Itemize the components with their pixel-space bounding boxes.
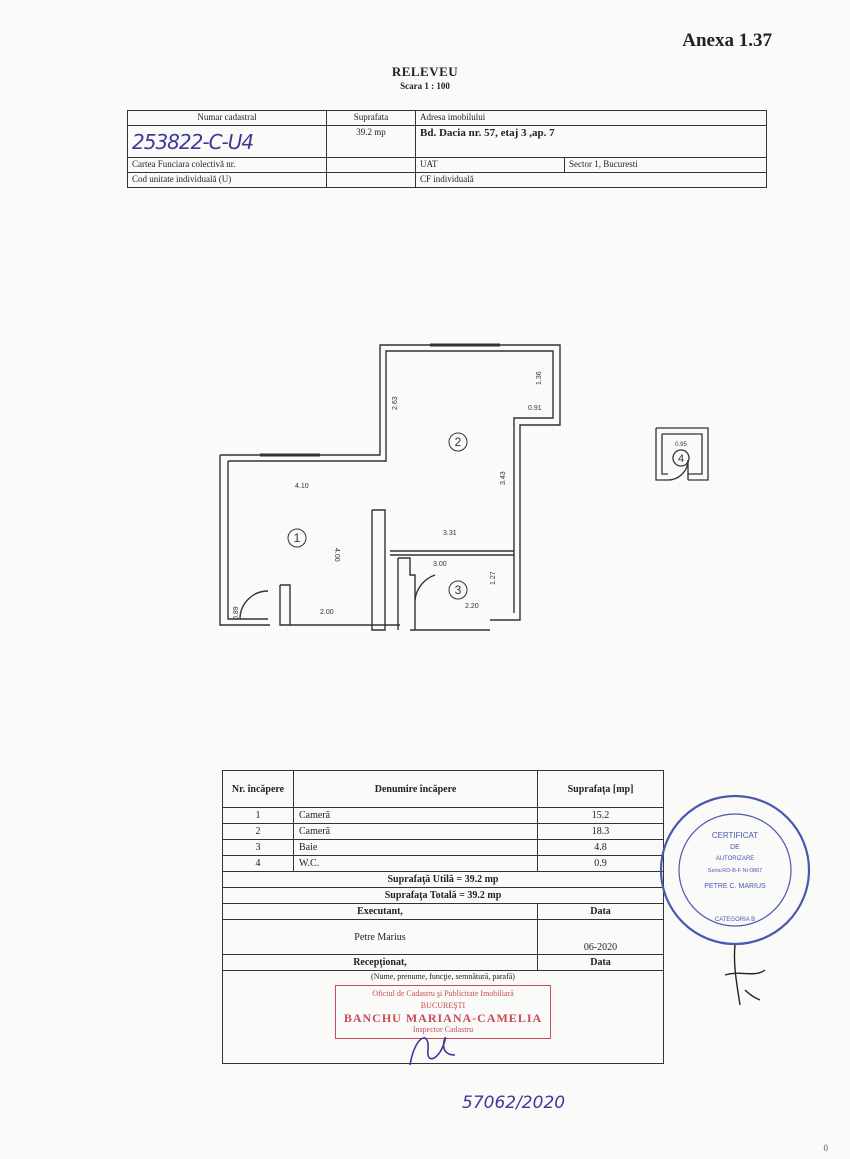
- annex-label: Anexa 1.37: [682, 30, 772, 51]
- executant-label: Executant,: [223, 904, 538, 920]
- surface-value: 39.2 mp: [327, 126, 416, 158]
- row-surface: 18.3: [538, 824, 664, 840]
- inspector-signature: [400, 1025, 460, 1075]
- room-4-number: 4: [677, 453, 685, 465]
- stamp-line: Oficiul de Cadastru şi Publicitate Imobiliară: [372, 989, 514, 998]
- carte-funciara-label: Cartea Funciara colectivă nr.: [128, 158, 327, 173]
- row-nr: 2: [223, 824, 294, 840]
- seal-text: CERTIFICAT: [711, 831, 759, 840]
- room-4-plan: [648, 420, 718, 500]
- scale-label: Scara 1 : 100: [400, 81, 450, 91]
- dim-2-00: 2.00: [320, 609, 334, 616]
- dim-0-95: 0.95: [675, 442, 687, 448]
- stamp-role: Inspector Cadastru: [412, 1025, 474, 1034]
- col-surface-header: Suprafaţa [mp]: [538, 771, 664, 808]
- seal-text: Seria:RO-B-F Nr:0867: [707, 868, 763, 874]
- dim-1-27: 1.27: [490, 571, 497, 585]
- address-value: Bd. Dacia nr. 57, etaj 3 ,ap. 7: [416, 126, 767, 158]
- table-row: [223, 856, 664, 872]
- dim-2-20: 2.20: [465, 603, 479, 610]
- room-2-number: 2: [454, 435, 462, 449]
- stamp-line: BUCUREŞTI: [420, 1001, 466, 1010]
- corner-mark: 0: [823, 1143, 828, 1153]
- cadastral-handwritten: 253822-C-U4: [132, 130, 254, 154]
- dim-3-00: 3.00: [433, 561, 447, 568]
- dim-3-31: 3.31: [443, 530, 457, 537]
- executant-date: 06-2020: [538, 920, 664, 955]
- seal-text: AUTORIZARE: [715, 856, 755, 862]
- row-name: Cameră: [294, 808, 538, 824]
- room-3-number: 3: [454, 583, 462, 597]
- dim-0-91: 0.91: [528, 405, 542, 412]
- cod-unitate-label: Cod unitate individuală (U): [128, 173, 327, 188]
- empty-cell: [327, 158, 416, 173]
- dim-3-43: 3.43: [500, 471, 507, 485]
- receptionat-note: (Nume, prenume, funcţie, semnătură, parafă): [371, 972, 515, 981]
- seal-text: CATEGORIA B: [714, 917, 756, 923]
- useful-surface: Suprafaţă Utilă = 39.2 mp: [223, 872, 664, 888]
- row-nr: 3: [223, 840, 294, 856]
- total-surface: Suprafaţa Totală = 39.2 mp: [223, 888, 664, 904]
- dim-1-36: 1.36: [536, 371, 543, 385]
- dim-0-89: 0.89: [233, 606, 240, 620]
- empty-cell: [327, 173, 416, 188]
- handwritten-registration-number: 57062/2020: [462, 1093, 566, 1113]
- stamp-name: BANCHU MARIANA-CAMELIA: [343, 1011, 543, 1025]
- room-1-number: 1: [293, 531, 301, 545]
- receptionat-date-label: Data: [538, 955, 664, 971]
- engineer-signature: [715, 940, 775, 1010]
- row-surface: 15.2: [538, 808, 664, 824]
- seal-text: DE: [730, 844, 740, 851]
- dim-2-63: 2.63: [392, 396, 399, 410]
- row-nr: 1: [223, 808, 294, 824]
- uat-label: UAT: [416, 158, 565, 173]
- table-row: [223, 840, 664, 856]
- cadastral-number-cell: [128, 126, 327, 158]
- rooms-table: [222, 770, 664, 1064]
- dim-4-00: 4.00: [333, 548, 340, 562]
- dim-4-10: 4.10: [295, 483, 309, 490]
- col-name-header: Denumire încăpere: [294, 771, 538, 808]
- col-address-header: Adresa imobilului: [416, 111, 767, 126]
- seal-text: PETRE C. MARIUS: [704, 883, 766, 890]
- row-nr: 4: [223, 856, 294, 872]
- uat-value: Sector 1, Bucuresti: [565, 158, 767, 173]
- executant-date-label: Data: [538, 904, 664, 920]
- col-surface-header: Suprafata: [327, 111, 416, 126]
- cf-individuala-label: CF individuală: [416, 173, 767, 188]
- col-nr-header: Nr. încăpere: [223, 771, 294, 808]
- row-name: Cameră: [294, 824, 538, 840]
- row-surface: 0.9: [538, 856, 664, 872]
- table-row: [223, 824, 664, 840]
- document-title: RELEVEU: [391, 64, 459, 79]
- floor-plan: [200, 330, 580, 640]
- executant-name: Petre Marius: [223, 920, 538, 955]
- authorization-seal: [655, 790, 815, 950]
- table-row: [223, 808, 664, 824]
- col-cadastral-header: Numar cadastral: [128, 111, 327, 126]
- outer-wall: [220, 345, 560, 620]
- row-name: W.C.: [294, 856, 538, 872]
- row-name: Baie: [294, 840, 538, 856]
- receptionat-label: Recepţionat,: [223, 955, 538, 971]
- info-table: [127, 110, 767, 188]
- row-surface: 4.8: [538, 840, 664, 856]
